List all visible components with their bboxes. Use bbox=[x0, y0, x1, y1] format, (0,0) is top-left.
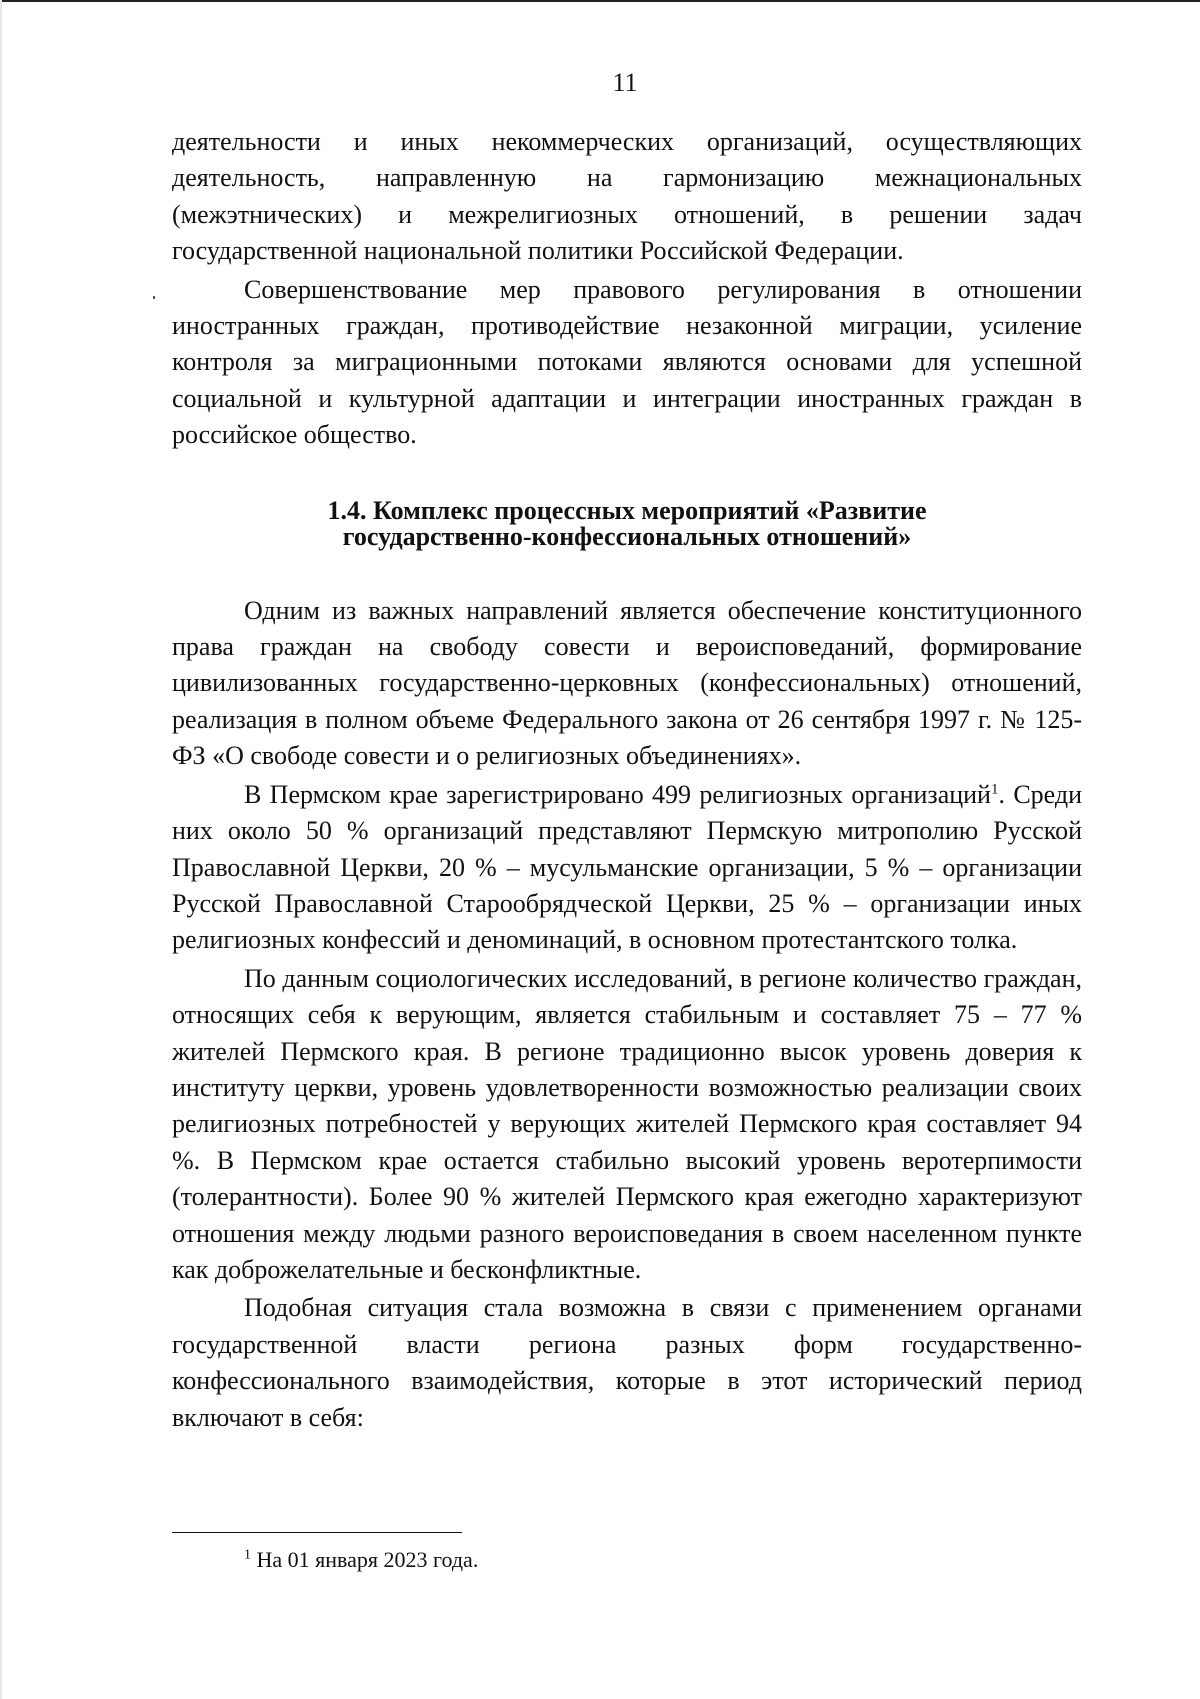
footnote-text: На 01 января 2023 года. bbox=[251, 1547, 479, 1572]
paragraph-religious-organizations-rest: . Среди них около 50 % организаций представляют Пермскую митрополию Русской Православной Церкви, 20 % – мусульманские организации, 5 % – организации Русской Православной Старообрядческой Церкви, 25 % – организации иных религиозных конфессий и деноминаций, в основном протестантского толка. bbox=[172, 779, 1083, 955]
body-text bbox=[172, 124, 1082, 1436]
section-heading-line-2: государственно-конфессиональных отношений» bbox=[342, 521, 912, 551]
footnote-reference: 1 bbox=[990, 781, 999, 798]
scan-top-edge bbox=[0, 0, 1200, 2]
paragraph-religious-organizations-lead: В Пермском крае зарегистрировано 499 религиозных организаций bbox=[244, 779, 991, 809]
page-number: 11 bbox=[612, 68, 638, 97]
paragraph-migration: Совершенствование мер правового регулирования в отношении иностранных граждан, противодействие незаконной миграции, усиление контроля за миграционными потоками являются основами для успешной социальной и культурной адаптации и интеграции иностранных граждан в российское общество. bbox=[172, 274, 1082, 450]
footnote bbox=[244, 1545, 478, 1575]
paragraph-interaction-forms: Подобная ситуация стала возможна в связи с применением органами государственной власти региона разных форм государственно-конфессионального взаимодействия, которые в этот исторический период включают в себя: bbox=[172, 1293, 1082, 1432]
paragraph-religious-organizations bbox=[172, 777, 1082, 959]
section-heading-line-1: 1.4. Комплекс процессных мероприятий «Развитие bbox=[327, 495, 927, 525]
scan-speck bbox=[153, 296, 155, 299]
section-heading bbox=[172, 495, 1082, 551]
paragraph-sociological-research: По данным социологических исследований, в регионе количество граждан, относящих себя к верующим, является стабильным и составляет 75 – 77 % жителей Пермского края. В регионе традиционно высок уровень доверия к институту церкви, уровень удовлетворенности возможностью реализации своих религиозных потребностей у верующих жителей Пермского края составляет 94 %. В Пермском крае остается стабильно высокий уровень веротерпимости (толерантности). Более 90 % жителей Пермского края ежегодно характеризуют отношения между людьми разного вероисповедания в своем населенном пункте как доброжелательные и бесконфликтные. bbox=[172, 963, 1082, 1284]
paragraph-continuation: деятельности и иных некоммерческих организаций, осуществляющих деятельность, направленную на гармонизацию межнациональных (межэтнических) и межрелигиозных отношений, в решении задач государственной национальной политики Российской Федерации. bbox=[172, 127, 1082, 266]
paragraph-freedom-of-conscience: Одним из важных направлений является обеспечение конституционного права граждан на свободу совести и вероисповеданий, формирование цивилизованных государственно-церковных (конфессиональных) отношений, реализация в полном объеме Федерального закона от 26 сентября 1997 г. № 125-ФЗ «О свободе совести и о религиозных объединениях». bbox=[172, 595, 1082, 771]
footnote-separator bbox=[172, 1532, 462, 1533]
scan-left-edge bbox=[0, 0, 2, 1699]
footnote-marker: 1 bbox=[244, 1547, 251, 1563]
